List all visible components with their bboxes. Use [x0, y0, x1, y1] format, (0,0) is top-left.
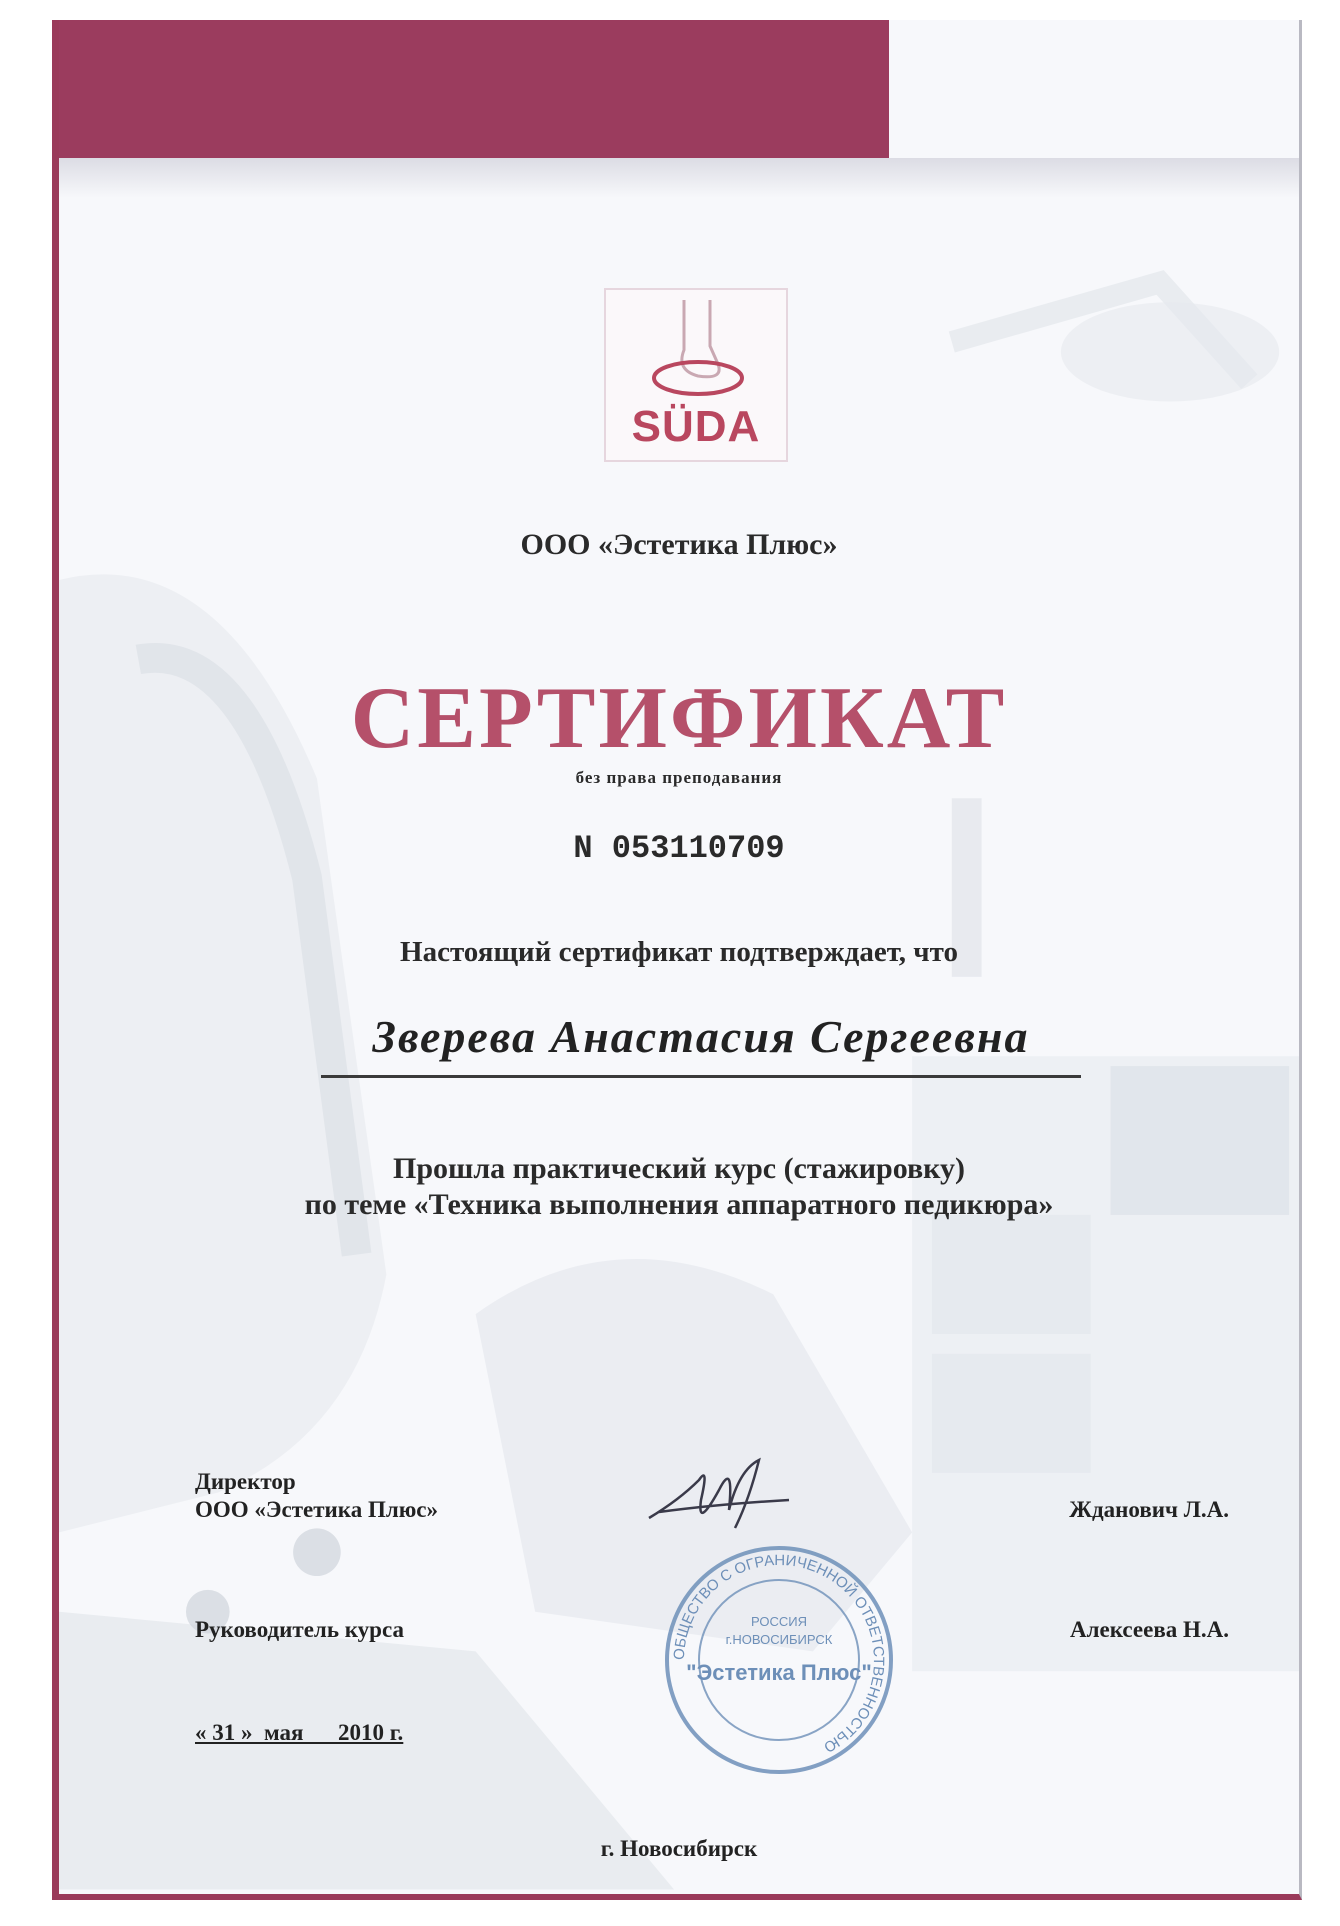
certificate-subtitle: без права преподавания: [575, 768, 783, 787]
company-stamp: [659, 1540, 899, 1780]
stamp-city: г.НОВОСИБИРСК: [725, 1632, 833, 1647]
course-lead-name: Алексеева Н.А.: [1070, 1617, 1229, 1642]
holder-name: Зверева Анастасия Сергеевна: [321, 1010, 1081, 1078]
director-title: Директор: [195, 1469, 296, 1494]
issue-city: г. Новосибирск: [600, 1836, 758, 1861]
director-org: ООО «Эстетика Плюс»: [195, 1497, 439, 1522]
issue-date: « 31 » мая 2010 г.: [195, 1720, 404, 1745]
stamp-country: РОССИЯ: [750, 1614, 808, 1629]
director-signature: [639, 1440, 809, 1540]
certificate-title: СЕРТИФИКАТ: [350, 670, 1008, 767]
logo-brand-text: SÜDA: [631, 402, 761, 451]
organization-name: ООО «Эстетика Плюс»: [520, 528, 838, 561]
director-block: [195, 1468, 438, 1524]
course-line-2: по теме «Техника выполнения аппаратного педикюра»: [304, 1188, 1054, 1221]
confirm-text: Настоящий сертификат подтверждает, что: [400, 936, 958, 968]
suda-logo: [604, 288, 788, 462]
director-name: Жданович Л.А.: [1069, 1497, 1229, 1522]
course-lead-title: Руководитель курса: [195, 1617, 404, 1642]
stamp-ring-text: ОБЩЕСТВО С ОГРАНИЧЕННОЙ ОТВЕТСТВЕННОСТЬЮ: [670, 1551, 888, 1756]
stamp-name: "Эстетика Плюс": [686, 1660, 872, 1685]
certificate-number: N 053110709: [573, 830, 785, 867]
foot-icon: [606, 290, 786, 400]
certificate-sheet: [52, 20, 1302, 1900]
course-line-1: Прошла практический курс (стажировку): [392, 1152, 966, 1185]
